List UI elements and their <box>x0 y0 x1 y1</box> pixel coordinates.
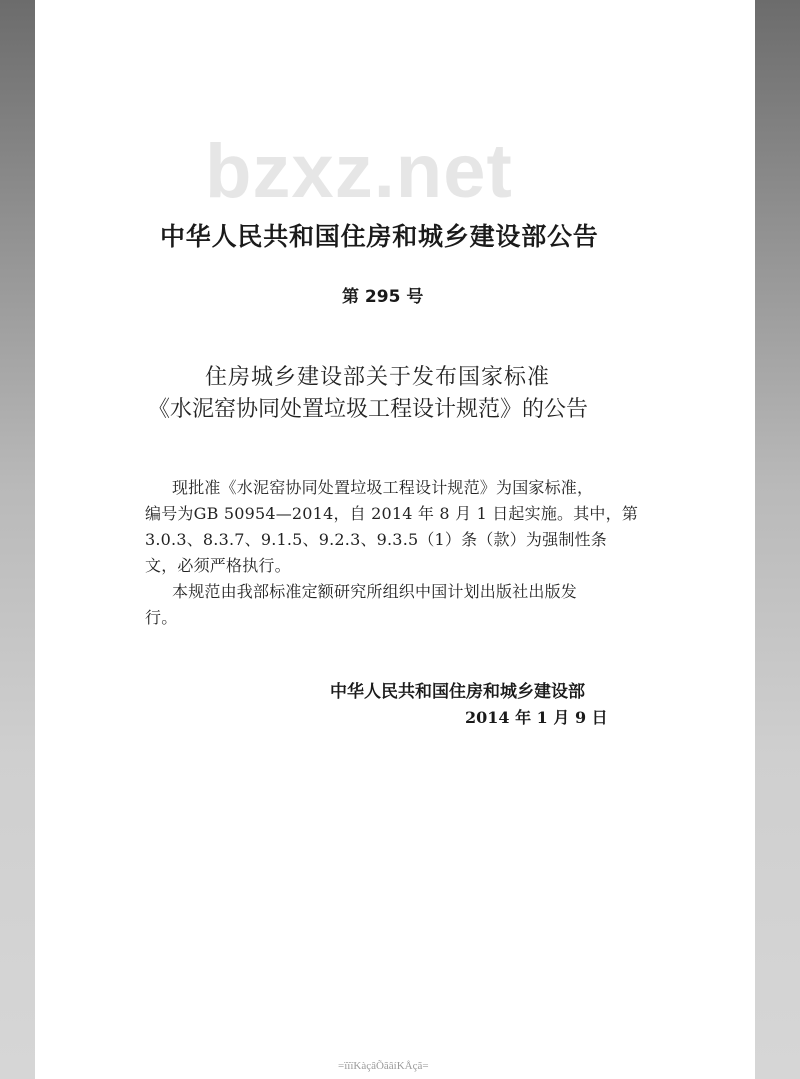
body-line: 3.0.3、8.3.7、9.1.5、9.2.3、9.3.5（1）条（款）为强制性条 <box>145 530 607 549</box>
body-line: 行。 <box>145 608 178 627</box>
body-line: 编号为GB 50954—2014，自 2014 年 8 月 1 日起实施。其中，第 <box>145 504 639 523</box>
document-page <box>35 0 755 1079</box>
announcement-number: 第 295 号 <box>342 287 424 307</box>
watermark: bzxz.net <box>205 129 513 214</box>
signature-date: 2014 年 1 月 9 日 <box>465 708 608 727</box>
announcement-title: 中华人民共和国住房和城乡建设部公告 <box>160 222 599 251</box>
subject-line-1: 住房城乡建设部关于发布国家标准 <box>205 365 551 390</box>
page-footer: =ïïïKàçâÕãâíKÅçã= <box>338 1060 429 1072</box>
body-line: 现批准《水泥窑协同处置垃圾工程设计规范》为国家标准， <box>172 478 594 497</box>
subject-line-2: 《水泥窑协同处置垃圾工程设计规范》的公告 <box>148 397 589 422</box>
body-line: 本规范由我部标准定额研究所组织中国计划出版社出版发 <box>172 582 578 601</box>
body-line: 文，必须严格执行。 <box>145 556 291 575</box>
signature-issuer: 中华人民共和国住房和城乡建设部 <box>330 682 585 702</box>
